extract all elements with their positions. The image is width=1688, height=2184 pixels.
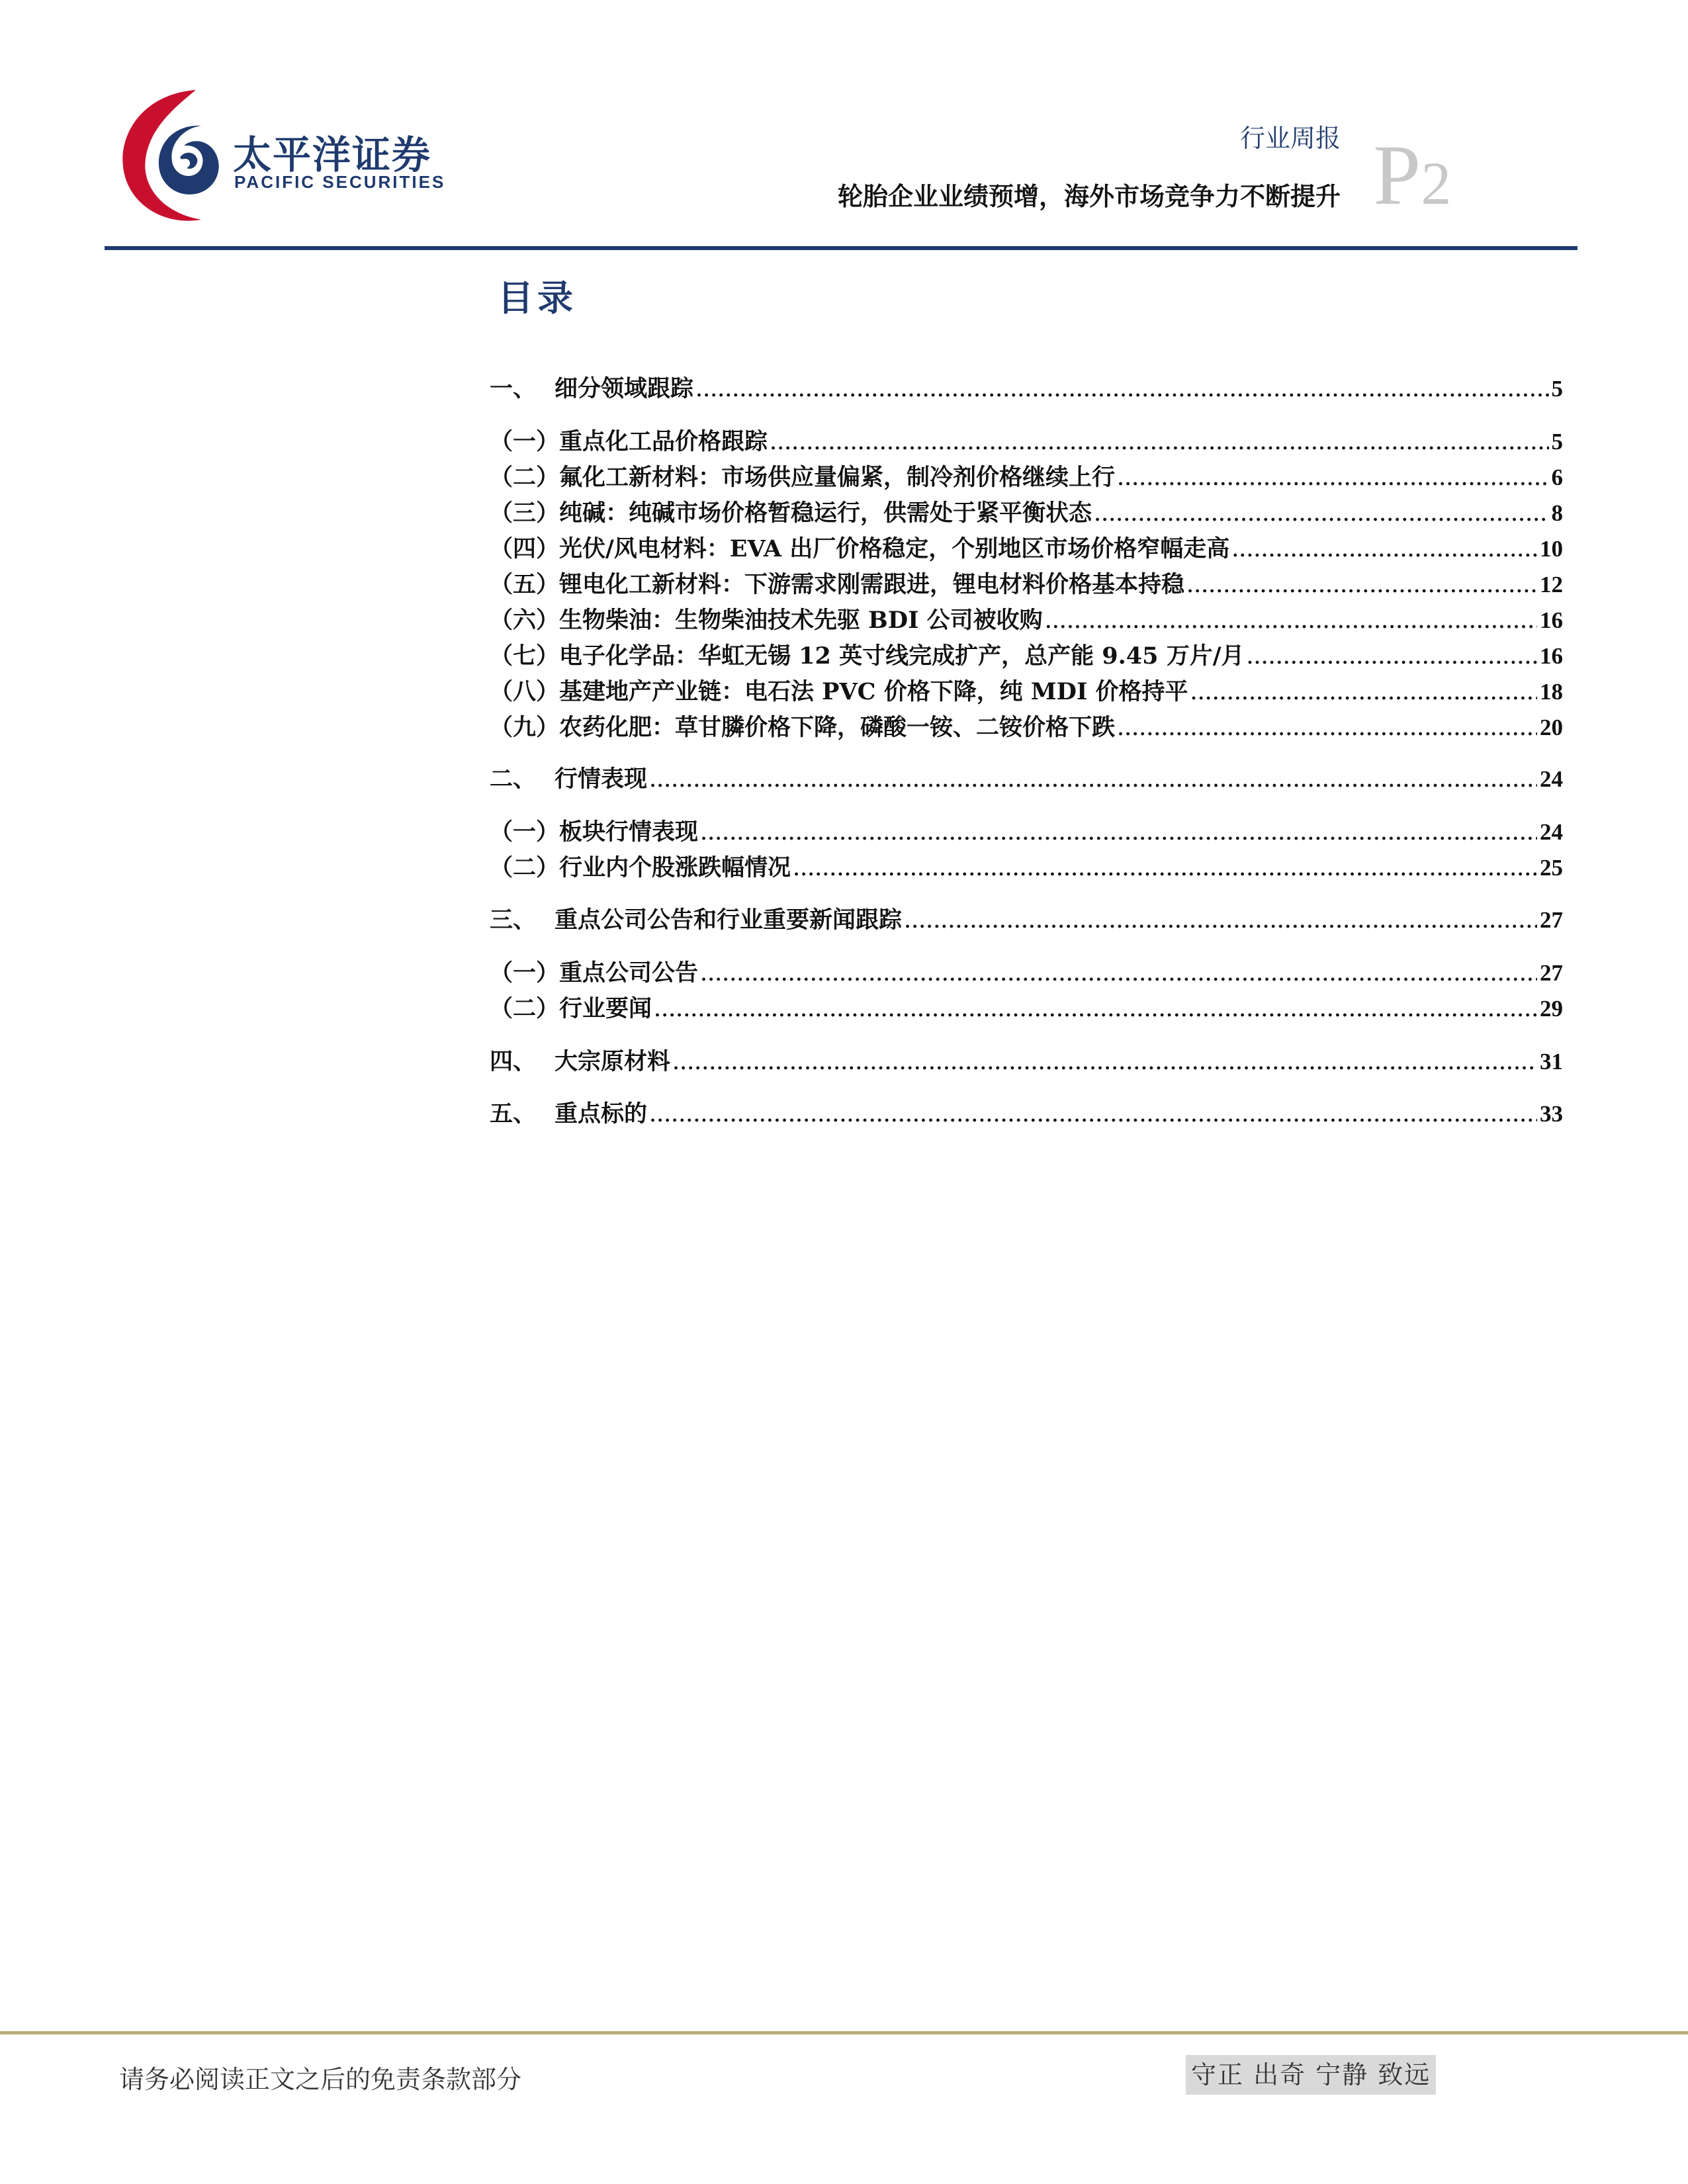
toc-item[interactable] [490,674,1563,707]
footer-slogan: 守正 出奇 宁静 致远 [1186,2055,1436,2095]
toc-item-page: 24 [1540,766,1563,792]
footer-disclaimer: 请务必阅读正文之后的免责条款部分 [119,2065,522,2094]
toc-item[interactable] [490,955,1563,988]
toc-item-page: 8 [1551,500,1563,526]
toc-item-label: 重点标的 [555,1100,648,1127]
toc-item-number: 四、 [490,1048,537,1075]
toc-item-label: （一）重点化工品价格跟踪 [490,428,768,455]
company-name-en: PACIFIC SECURITIES [234,172,446,192]
toc-item-label: 大宗原材料 [555,1048,671,1075]
toc-item-label: （四）光伏/风电材料：EVA 出厂价格稳定，个别地区市场价格窄幅走高 [490,535,1230,562]
company-logo [116,87,447,226]
toc-item-label: 细分领域跟踪 [555,375,694,402]
toc-leader [650,1106,1537,1126]
toc-leader [650,771,1537,791]
toc-item[interactable] [490,495,1563,528]
toc-item-page: 5 [1551,429,1563,455]
footer-divider [0,2031,1688,2034]
toc-item-label: 重点公司公告和行业重要新闻跟踪 [555,906,903,934]
page-number [1373,128,1452,223]
page-digit: 2 [1421,150,1452,217]
toc-leader [1191,684,1537,704]
toc-leader [1232,541,1537,561]
toc-leader [793,860,1537,880]
toc-item-page: 29 [1540,996,1563,1022]
toc-item-page: 10 [1540,536,1563,562]
toc-item-label: （九）农药化肥：草甘膦价格下降，磷酸一铵、二铵价格下跌 [490,714,1116,741]
toc-item-page: 6 [1551,464,1563,490]
toc-item[interactable] [490,531,1563,564]
toc-item[interactable] [490,602,1563,635]
toc-item-page: 5 [1551,376,1563,402]
toc-item[interactable] [490,1096,1563,1129]
toc-leader [1118,720,1537,740]
toc-item-label: （五）锂电化工新材料：下游需求刚需跟进，锂电材料价格基本持稳 [490,571,1185,598]
toc-item-label: （二）行业内个股涨跌幅情况 [490,854,791,881]
toc-item[interactable] [490,423,1563,457]
toc-item[interactable] [490,990,1563,1024]
toc-leader [673,1054,1537,1074]
toc-leader [1045,613,1537,633]
toc-item-label: （一）板块行情表现 [490,818,699,846]
toc-item[interactable] [490,709,1563,742]
toc-item-label: （三）纯碱：纯碱市场价格暂稳运行，供需处于紧平衡状态 [490,500,1092,527]
logo-swirl-icon [116,87,236,226]
toc-item-page: 25 [1540,855,1563,881]
toc-item[interactable] [490,459,1563,492]
toc-item-label: （六）生物柴油：生物柴油技术先驱 BDI 公司被收购 [490,607,1043,634]
toc-leader [701,965,1537,985]
report-title: 轮胎企业业绩预增，海外市场竞争力不断提升 [837,182,1341,211]
toc-item[interactable] [490,761,1563,794]
toc-item-page: 20 [1540,715,1563,740]
page-letter: P [1373,128,1421,223]
toc-leader [1247,648,1537,668]
toc-leader [696,381,1548,401]
toc-item-number: 五、 [490,1100,537,1127]
toc-item-label: （八）基建地产产业链：电石法 PVC 价格下降，纯 MDI 价格持平 [490,678,1188,705]
toc-item-page: 16 [1540,643,1563,669]
header-divider [105,246,1577,250]
toc-item-number: 一、 [490,375,537,402]
report-type: 行业周报 [1239,124,1341,153]
toc-item-number: 三、 [490,906,537,934]
toc-item-page: 27 [1540,960,1563,986]
toc-leader [1094,505,1548,525]
toc-item-page: 18 [1540,679,1563,705]
toc-item[interactable] [490,814,1563,847]
toc-item[interactable] [490,1043,1563,1076]
toc-item-number: 二、 [490,765,537,793]
toc-item-label: 行情表现 [555,765,648,793]
toc-item[interactable] [490,371,1563,404]
toc-item[interactable] [490,638,1563,671]
toc-item-page: 33 [1540,1101,1563,1127]
toc-leader [1118,470,1548,490]
toc-item[interactable] [490,902,1563,935]
toc-item-page: 27 [1540,907,1563,933]
toc-item-page: 31 [1540,1049,1563,1074]
toc-item-page: 24 [1540,819,1563,845]
toc-leader [701,824,1537,844]
toc-item-page: 12 [1540,572,1563,597]
toc-item-label: （二）氟化工新材料：市场供应量偏紧，制冷剂价格继续上行 [490,464,1116,491]
toc-item[interactable] [490,566,1563,599]
toc-item-label: （七）电子化学品：华虹无锡 12 英寸线完成扩产，总产能 9.45 万片/月 [490,642,1245,670]
toc-leader [770,434,1548,454]
toc-item[interactable] [490,850,1563,883]
toc-title: 目录 [498,277,577,319]
toc-item-label: （二）行业要闻 [490,995,652,1022]
toc-leader [905,912,1537,932]
company-name-cn: 太平洋证券 [233,132,432,177]
toc-item-label: （一）重点公司公告 [490,959,699,986]
toc-leader [1187,577,1537,597]
toc-leader [654,1001,1537,1021]
toc-item-page: 16 [1540,607,1563,633]
